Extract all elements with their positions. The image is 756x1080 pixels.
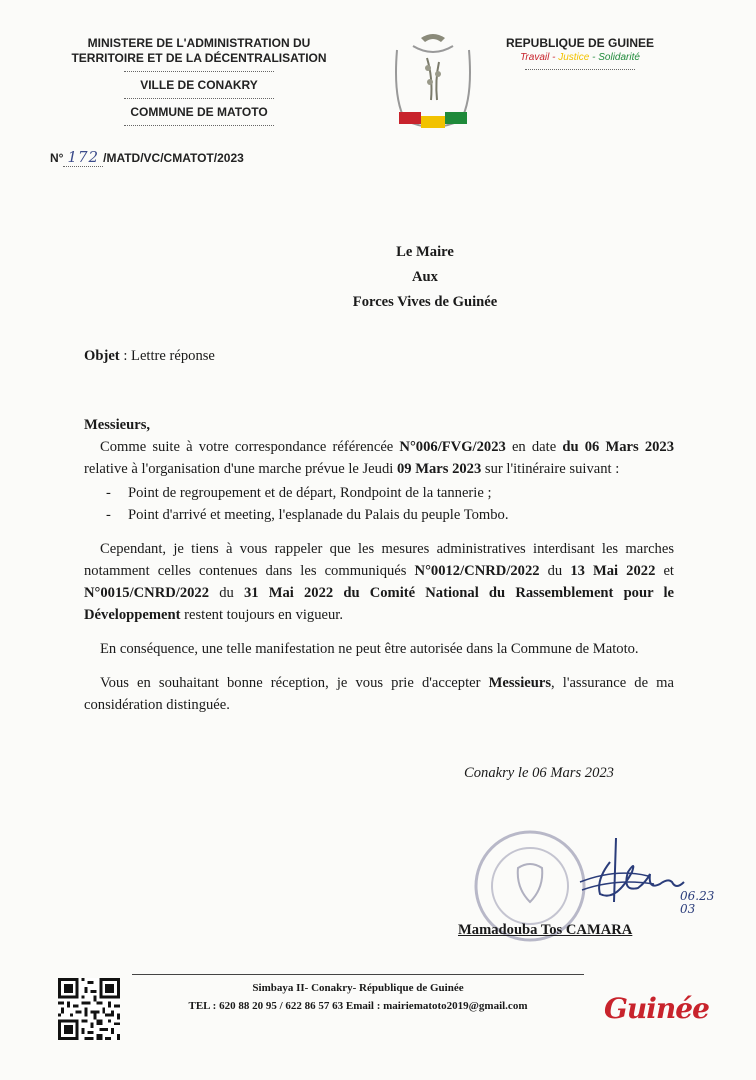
salutation: Messieurs, (84, 417, 151, 433)
itinerary-item: - Point d'arrivé et meeting, l'esplanade du Palais du peuple Tombo. (106, 507, 509, 523)
place-date: Conakry le 06 Mars 2023 (464, 765, 614, 781)
ministry-line2: TERRITOIRE ET DE LA DÉCENTRALISATION (71, 51, 327, 65)
ville-label: VILLE DE CONAKRY (140, 78, 258, 92)
ministry-line1: MINISTERE DE L'ADMINISTRATION DU (87, 36, 311, 50)
paragraph-2: Cependant, je tiens à vous rappeler que les mesures administratives interdisant les marches notamment celles contenues dans les communiqués N°0012/CNRD/2022 du 13 Mai 2022 et N°0015/CNRD/2022 du 31 Mai 2022 du Comité National du Rassemblement pour le Développement restent toujours en vigueur. (84, 541, 675, 623)
guinee-brand-logo: Guinée (604, 992, 709, 1025)
signature-date: 06.23 03 (680, 889, 715, 916)
qr-code (58, 978, 120, 1040)
commune-label: COMMUNE DE MATOTO (130, 105, 268, 119)
object-line: Objet : Lettre réponse (84, 348, 215, 364)
sender: Le Maire (396, 244, 454, 260)
paragraph-3: En conséquence, une telle manifestation ne peut être autorisée dans la Commune de Matoto. (100, 641, 639, 657)
republic-label: REPUBLIQUE DE GUINEE (505, 36, 655, 50)
paragraph-4: Vous en souhaitant bonne réception, je vous prie d'accepter Messieurs, l'assurance de ma considération distinguée. (84, 675, 674, 713)
addressee: Forces Vives de Guinée (352, 294, 498, 310)
ref-handwritten: 172 (63, 148, 103, 167)
coat-of-arms (383, 28, 483, 138)
addressee-connector: Aux (412, 269, 438, 285)
signatory-name: Mamadouba Tos CAMARA (458, 922, 633, 938)
footer-address: Simbaya II- Conakry- République de Guinée (252, 982, 464, 994)
signature (576, 832, 716, 928)
footer-contact: TEL : 620 88 20 95 / 622 86 57 63 Email : mairiematoto2019@gmail.com (188, 1000, 528, 1012)
paragraph-1: Comme suite à votre correspondance référencée N°006/FVG/2023 en date du 06 Mars 2023 relative à l'organisation d'une marche prévue le Jeudi 09 Mars 2023 sur l'itinéraire suivant : (84, 439, 675, 477)
itinerary-item: - Point de regroupement et de départ, Rondpoint de la tannerie ; (106, 485, 492, 501)
national-motto: Travail - Justice - Solidarité (520, 52, 640, 63)
reference-number: N° 172 /MATD/VC/CMATOT/2023 (50, 148, 244, 166)
